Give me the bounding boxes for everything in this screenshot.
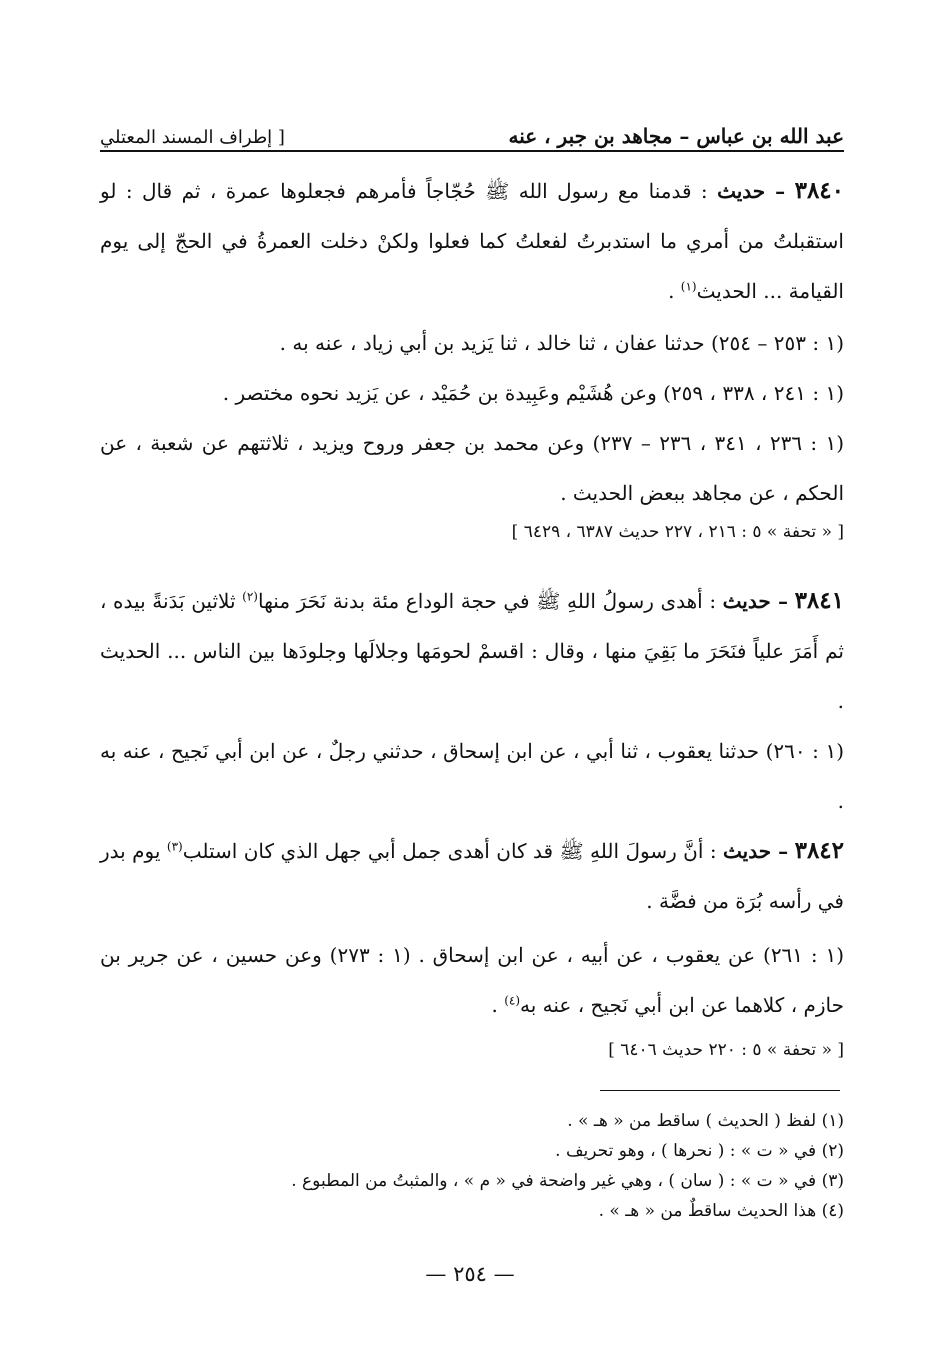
footnote: (١) لفظ ( الحديث ) ساقط من « هـ » .: [567, 1111, 844, 1131]
hadith-keyword: حديث: [723, 839, 772, 863]
hadith-number: ٣٨٤٢: [794, 837, 845, 864]
running-title-left: [ إطراف المسند المعتلي: [100, 127, 285, 148]
footnote-rule: [600, 1090, 840, 1091]
footnote: (٢) في « ت » : ( نحرها ) ، وهو تحريف .: [555, 1141, 844, 1161]
footnote-ref: (١): [680, 279, 697, 294]
hadith-keyword: حديث: [722, 589, 771, 613]
source-line: (١ : ٢٦١) عن يعقوب ، عن أبيه ، عن ابن إسحاق . (١ : ٢٧٣) وعن حسين ، عن جرير بن حازم ، كلاهما عن ابن أبي نَجيح ، عنه به$^{(٤)}$ .: [100, 943, 844, 1017]
source-line: (١ : ٢٤١ ، ٣٣٨ ، ٢٥٩) وعن هُشَيْم وعَبِيدة بن حُمَيْد ، عن يَزيد نحوه مختصر .: [222, 381, 844, 405]
hadith-text: ٣٨٤٠ – حديث : قدمنا مع رسول الله ﷺ حُجّاجاً فأمرهم فجعلوها عمرة ، ثم قال : لو استقبلتُ من أمري ما استدبرتُ لفعلتُ كما فعلوا ولكنْ دخلت العمرةُ في الحجّ إلى يوم القيامة ... الحديث$^{(١)}$ .: [100, 177, 845, 303]
hadith-body: أهدى رسولُ اللهِ ﷺ في حجة الوداع مئة بدنة نَحَرَ منها: [257, 589, 703, 613]
hadith-body-cont: ثلاثين بَدَنةً بيده ، ثم أَمَرَ علياً فنَحَرَ ما بَقِيَ منها ، وقال : اقسمْ لحومَها وجلالَها وجلودَها بين الناس ... الحديث .: [100, 589, 844, 713]
running-title-right: عبد الله بن عباس – مجاهد بن جبر ، عنه: [508, 124, 844, 148]
hadith-number: ٣٨٤٠: [794, 177, 845, 204]
source-block: [100, 930, 844, 1030]
page-number: — ٢٥٤ —: [425, 1262, 515, 1286]
hadith-text: ٣٨٤٢ – حديث : أنَّ رسولَ اللهِ ﷺ قد كان أهدى جمل أبي جهل الذي كان استلب$^{(٣)}$ يوم بدر في رأسه بُرَة من فضَّة .: [100, 837, 845, 913]
footnote-ref: (٤): [504, 993, 521, 1008]
source-line: (١ : ٢٦٠) حدثنا يعقوب ، ثنا أبي ، عن ابن إسحاق ، حدثني رجلٌ ، عن ابن أبي نَجيح ، عنه به .: [100, 739, 845, 813]
hadith-body: قدمنا مع رسول الله ﷺ حُجّاجاً فأمرهم فجعلوها عمرة ، ثم قال : لو استقبلتُ من أمري ما استدبرتُ لفعلتُ كما فعلوا ولكنْ دخلت العمرةُ في الحجّ إلى يوم القيامة ... الحديث: [100, 179, 844, 303]
footnote: (٣) في « ت » : ( سان ) ، وهي غير واضحة في « م » ، والمثبتُ من المطبوع .: [291, 1171, 844, 1191]
footnote-ref: (٢): [242, 589, 258, 604]
hadith-entry: [100, 166, 844, 316]
hadith-text: ٣٨٤١ – حديث : أهدى رسولُ اللهِ ﷺ في حجة الوداع مئة بدنة نَحَرَ منها$^{(٢)}$ ثلاثين بَدَنةً بيده ، ثم أَمَرَ علياً فنَحَرَ ما بَقِيَ منها ، وقال : اقسمْ لحومَها وجلالَها وجلودَها بين الناس ... الحديث .: [100, 587, 844, 713]
footnote: (٤) هذا الحديث ساقطٌ من « هـ » .: [598, 1201, 844, 1221]
tuhfa-reference: [ « تحفة » ٥ : ٢٢٠ حديث ٦٤٠٦ ]: [608, 1040, 844, 1060]
source-block: [100, 318, 844, 518]
source-line: (١ : ٢٥٣ – ٢٥٤) حدثنا عفان ، ثنا خالد ، ثنا يَزيد بن أبي زياد ، عنه به .: [279, 331, 844, 355]
hadith-number: ٣٨٤١: [794, 587, 844, 614]
hadith-keyword: حديث: [717, 179, 766, 203]
source-block: [100, 726, 844, 826]
running-header: [100, 112, 844, 148]
tuhfa-reference: [ « تحفة » ٥ : ٢١٦ ، ٢٢٧ حديث ٦٣٨٧ ، ٦٤٢٩ ]: [511, 522, 844, 542]
hadith-entry: [100, 576, 844, 726]
footnotes: [100, 1106, 844, 1226]
hadith-body-cont: يوم بدر في رأسه بُرَة من فضَّة .: [100, 839, 844, 913]
footnote-ref: (٣): [166, 839, 183, 854]
source-line: (١ : ٢٣٦ ، ٣٤١ ، ٢٣٦ – ٢٣٧) وعن محمد بن جعفر وروح ويزيد ، ثلاثتهم عن شعبة ، عن الحكم ، عن مجاهد ببعض الحديث .: [100, 431, 845, 505]
header-rule: [100, 150, 844, 152]
hadith-body: أنَّ رسولَ اللهِ ﷺ قد كان أهدى جمل أبي جهل الذي كان استلب: [182, 839, 704, 863]
hadith-entry: [100, 826, 844, 926]
